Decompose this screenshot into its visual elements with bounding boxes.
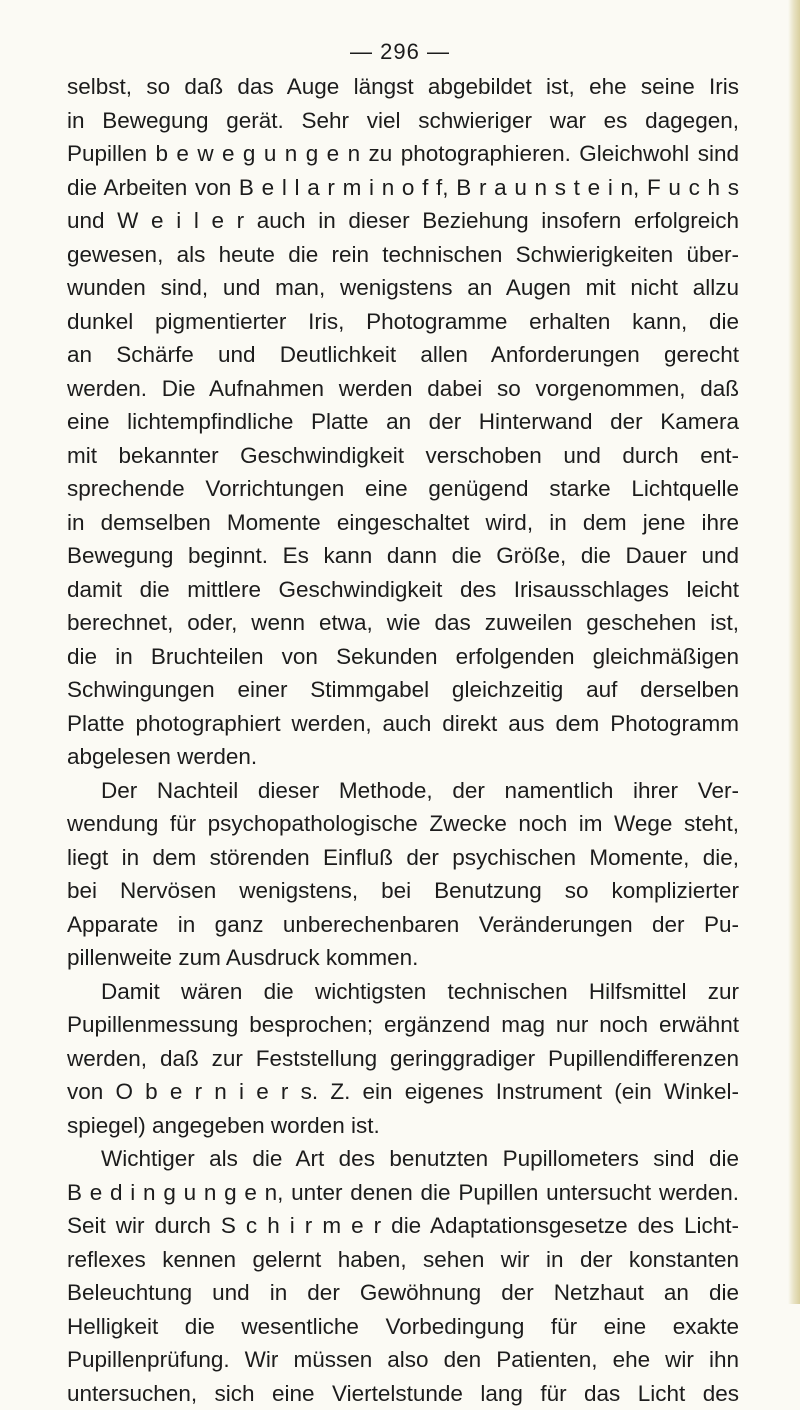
text-line: selbst, so daß das Auge längst abgebildet ist, ehe seine Iris <box>67 70 739 104</box>
text-line: die Arbeiten von B e l l a r m i n o f f, B r a u n s t e i n, F u c h s <box>67 171 739 205</box>
text-line: dunkel pigmentierter Iris, Photogramme erhalten kann, die <box>67 305 739 339</box>
text-line: B e d i n g u n g e n, unter denen die Pupillen untersucht werden. <box>67 1176 739 1210</box>
text-line: Schwingungen einer Stimmgabel gleichzeitig auf derselben <box>67 673 739 707</box>
text-line: wunden sind, und man, wenigstens an Augen mit nicht allzu <box>67 271 739 305</box>
page-number: — 296 — <box>0 38 800 66</box>
text-line: eine lichtempfindliche Platte an der Hinterwand der Kamera <box>67 405 739 439</box>
text-line: Pupillenmessung besprochen; ergänzend mag nur noch erwähnt <box>67 1008 739 1042</box>
text-line: und W e i l e r auch in dieser Beziehung insofern erfolgreich <box>67 204 739 238</box>
text-line: Bewegung beginnt. Es kann dann die Größe, die Dauer und <box>67 539 739 573</box>
page-edge <box>788 0 800 1304</box>
text-line: Pupillen b e w e g u n g e n zu photographieren. Gleichwohl sind <box>67 137 739 171</box>
text-line: werden. Die Aufnahmen werden dabei so vorgenommen, daß <box>67 372 739 406</box>
text-line: Apparate in ganz unberechenbaren Veränderungen der Pu- <box>67 908 739 942</box>
text-line: von O b e r n i e r s. Z. ein eigenes Instrument (ein Winkel- <box>67 1075 739 1109</box>
text-line: gewesen, als heute die rein technischen Schwierigkeiten über- <box>67 238 739 272</box>
text-line: Wichtiger als die Art des benutzten Pupillometers sind die <box>67 1142 739 1176</box>
text-line: Beleuchtung und in der Gewöhnung der Netzhaut an die <box>67 1276 739 1310</box>
text-line: Helligkeit die wesentliche Vorbedingung für eine exakte <box>67 1310 739 1344</box>
text-line: sprechende Vorrichtungen eine genügend starke Lichtquelle <box>67 472 739 506</box>
text-line: wendung für psychopathologische Zwecke noch im Wege steht, <box>67 807 739 841</box>
text-line: liegt in dem störenden Einfluß der psychischen Momente, die, <box>67 841 739 875</box>
text-line: untersuchen, sich eine Viertelstunde lang für das Licht des <box>67 1377 739 1410</box>
text-line: in demselben Momente eingeschaltet wird, in dem jene ihre <box>67 506 739 540</box>
text-line: mit bekannter Geschwindigkeit verschoben und durch ent- <box>67 439 739 473</box>
text-line: damit die mittlere Geschwindigkeit des Irisausschlages leicht <box>67 573 739 607</box>
text-line: spiegel) angegeben worden ist. <box>67 1109 739 1143</box>
text-line: abgelesen werden. <box>67 740 739 774</box>
text-line: Platte photographiert werden, auch direkt aus dem Photogramm <box>67 707 739 741</box>
text-line: in Bewegung gerät. Sehr viel schwieriger war es dagegen, <box>67 104 739 138</box>
text-line: pillenweite zum Ausdruck kommen. <box>67 941 739 975</box>
text-line: Der Nachteil dieser Methode, der namentlich ihrer Ver- <box>67 774 739 808</box>
text-line: Seit wir durch S c h i r m e r die Adaptationsgesetze des Licht- <box>67 1209 739 1243</box>
text-line: werden, daß zur Feststellung geringgradiger Pupillendifferenzen <box>67 1042 739 1076</box>
text-line: Damit wären die wichtigsten technischen Hilfsmittel zur <box>67 975 739 1009</box>
text-line: die in Bruchteilen von Sekunden erfolgenden gleichmäßigen <box>67 640 739 674</box>
text-line: berechnet, oder, wenn etwa, wie das zuweilen geschehen ist, <box>67 606 739 640</box>
text-line: Pupillenprüfung. Wir müssen also den Patienten, ehe wir ihn <box>67 1343 739 1377</box>
text-line: reflexes kennen gelernt haben, sehen wir in der konstanten <box>67 1243 739 1277</box>
text-line: bei Nervösen wenigstens, bei Benutzung so komplizierter <box>67 874 739 908</box>
text-line: an Schärfe und Deutlichkeit allen Anforderungen gerecht <box>67 338 739 372</box>
body-text <box>67 70 739 1410</box>
